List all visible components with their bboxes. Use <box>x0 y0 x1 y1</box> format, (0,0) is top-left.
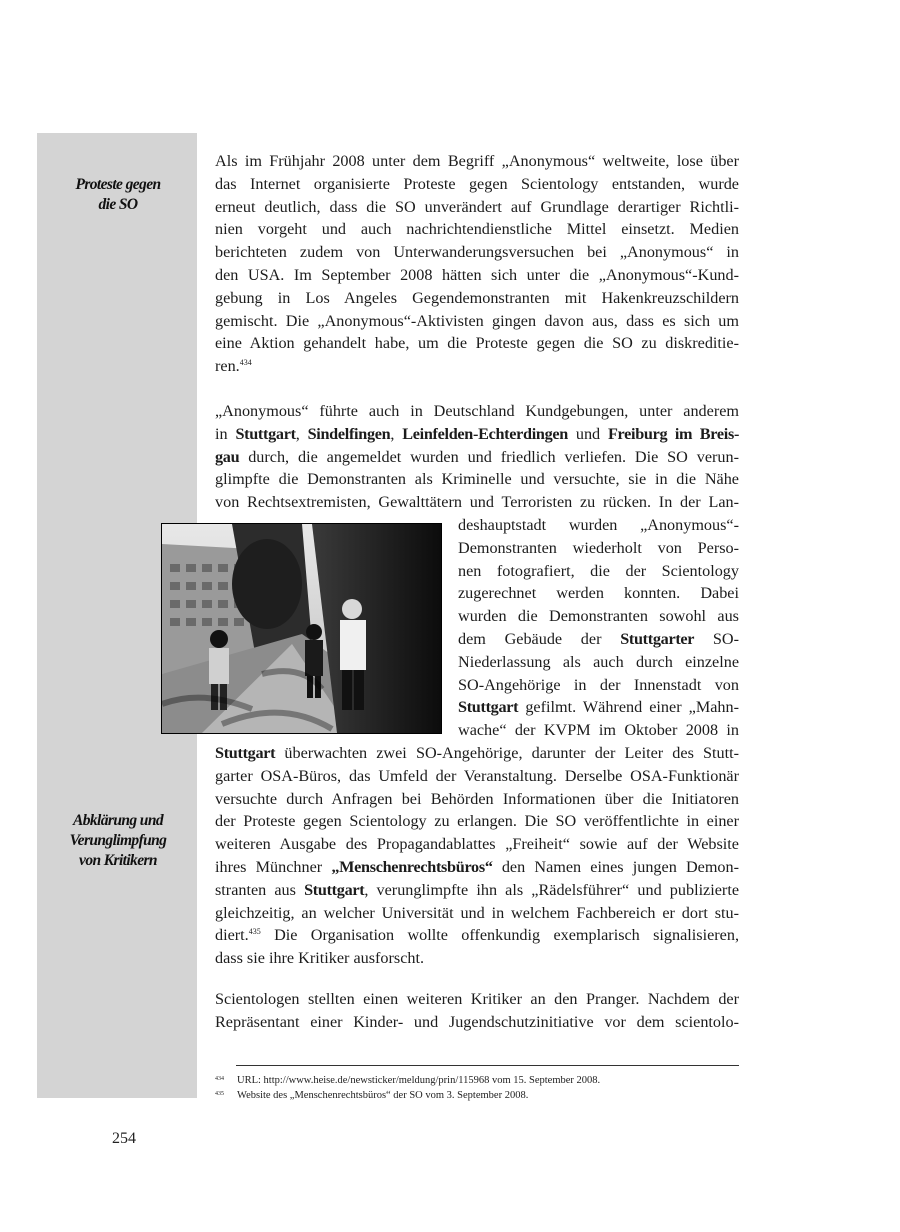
text-line <box>458 628 739 651</box>
text-line <box>215 856 739 879</box>
text-line <box>215 879 739 902</box>
text-line: Niederlassung als auch durch einzelne <box>458 652 739 671</box>
margin-heading-protests <box>48 175 188 215</box>
text-line: deshauptstadt wurden „Anonymous“- <box>458 516 739 534</box>
text-line <box>215 446 739 469</box>
text-line: versuchte durch Anfragen bei Behörden Informationen über die Initiatoren <box>215 789 739 808</box>
place-name: Freiburg im Breis- <box>607 424 740 443</box>
text-fragment: , verunglimpfte ihn als „Rädelsführer“ und publizierte <box>364 880 740 899</box>
demonstration-photo <box>161 523 442 734</box>
paragraph-germany-rallies-cont <box>215 742 739 970</box>
paragraph-germany-rallies <box>215 400 739 514</box>
text-line: garter OSA-Büros, das Umfeld der Veranstaltung. Derselbe OSA-Funktionär <box>215 766 739 785</box>
text-line: wurden die Demonstranten sowohl aus <box>458 607 739 626</box>
text-line: zugerechnet werden konnten. Dabei <box>458 584 739 603</box>
text-line: glimpfte die Demonstranten als Kriminelle und versuchte, sie in die Nähe <box>215 470 739 489</box>
paragraph-critics-pillory <box>215 988 739 1034</box>
paragraph-germany-rallies-wrap <box>458 514 739 742</box>
text-line: erneut deutlich, dass die SO unverändert auf Grundlage derartiger Richtli- <box>215 197 739 216</box>
text-fragment: dem Gebäude der <box>458 629 602 648</box>
paragraph-anonymous-protests <box>215 150 739 378</box>
text-line: nen fotografiert, die der Scientology <box>458 561 739 580</box>
text-line <box>215 924 739 947</box>
text-line <box>215 423 739 446</box>
footnote <box>215 1087 775 1103</box>
text-fragment: stranten aus <box>215 880 296 899</box>
place-name: Stuttgart <box>458 698 519 717</box>
footnote-divider <box>236 1065 739 1066</box>
footnote-ref: 434 <box>239 358 252 368</box>
text-line: gebung in Los Angeles Gegendemonstranten mit Hakenkreuzschildern <box>215 288 739 307</box>
text-line <box>215 742 739 765</box>
place-name: gau <box>215 447 240 466</box>
text-line: gemischt. Die „Anonymous“-Aktivisten gingen davon aus, dass es sich um <box>215 311 739 330</box>
text-line: Repräsentant einer Kinder- und Jugendschutzinitiative vor dem scientolo- <box>215 1012 739 1031</box>
text-fragment: , <box>390 424 395 443</box>
text-line: wache“ der KVPM im Oktober 2008 in <box>458 721 739 740</box>
text-line <box>215 355 739 378</box>
text-fragment: Die Organisation wollte offenkundig exemplarisch signalisieren, <box>260 926 739 945</box>
place-name: Sindelfingen <box>307 424 391 443</box>
text-fragment: ren. <box>215 357 240 376</box>
text-line: nien vorgeht und auch nachrichtendienstliche Mittel einsetzt. Medien <box>215 220 739 239</box>
footnote <box>215 1072 775 1088</box>
text-line: Als im Frühjahr 2008 unter dem Begriff „Anonymous“ weltweite, lose über <box>215 152 739 170</box>
text-fragment: in <box>215 424 228 443</box>
text-line <box>458 696 739 719</box>
page-number: 254 <box>112 1130 136 1147</box>
footnote-text: URL: http://www.heise.de/newsticker/meldung/prin/115968 vom 15. September 2008. <box>237 1075 601 1086</box>
text-line: „Anonymous“ führte auch in Deutschland Kundgebungen, unter anderem <box>215 402 739 420</box>
footnote-number: 435 <box>215 1091 224 1097</box>
text-fragment: den Namen eines jungen Demon- <box>501 857 740 876</box>
text-fragment: SO- <box>712 629 739 648</box>
photo-illustration <box>162 524 441 733</box>
text-fragment: , <box>295 424 300 443</box>
footnote-ref: 435 <box>248 927 261 937</box>
text-line: Demonstranten wiederholt von Perso- <box>458 538 739 557</box>
text-line: der Proteste gegen Scientology zu erlangen. Die SO veröffentlichte in einer <box>215 812 739 831</box>
margin-heading-line: Abklärung und <box>73 812 163 829</box>
text-fragment: gefilmt. Während einer „Mahn- <box>525 698 739 717</box>
place-name: Stuttgart <box>235 424 296 443</box>
place-name: Stuttgart <box>304 880 365 899</box>
text-fragment: ihres Münchner <box>215 857 323 876</box>
place-name: Stuttgarter <box>620 629 695 648</box>
text-line: den USA. Im September 2008 hätten sich unter die „Anonymous“-Kund- <box>215 265 739 284</box>
text-line: weiteren Ausgabe des Propagandablattes „Freiheit“ sowie auf der Website <box>215 835 739 854</box>
text-line: berichteten zudem von Unterwanderungsversuchen bei „Anonymous“ in <box>215 243 739 262</box>
text-line: von Rechtsextremisten, Gewalttätern und Terroristen zu rücken. In der Lan- <box>215 493 739 512</box>
place-name: Leinfelden-Echterdingen <box>402 424 568 443</box>
text-line: gleichzeitig, an welcher Universität und in welchem Fachbereich er dort stu- <box>215 903 739 922</box>
text-line: SO-Angehörige in der Innenstadt von <box>458 675 739 694</box>
margin-heading-critics <box>48 811 188 871</box>
text-line: dass sie ihre Kritiker ausforscht. <box>215 949 425 968</box>
margin-heading-line: die SO <box>98 196 138 213</box>
margin-heading-line: Verunglimpfung <box>69 832 167 849</box>
text-line: eine Aktion gehandelt habe, um die Proteste gegen die SO zu diskreditie- <box>215 334 739 353</box>
text-fragment: überwachten zwei SO-Angehörige, darunter der Leiter des Stutt- <box>284 744 739 762</box>
margin-heading-line: von Kritikern <box>79 852 157 869</box>
place-name: Stuttgart <box>215 744 276 762</box>
text-fragment: und <box>575 424 601 443</box>
footnote-number: 434 <box>215 1076 224 1082</box>
text-fragment: durch, die angemeldet wurden und friedlich verliefen. Die SO verun- <box>248 447 739 466</box>
text-line: das Internet organisierte Proteste gegen Scientology entstanden, wurde <box>215 174 739 193</box>
text-fragment: diert. <box>215 926 249 945</box>
footnote-text: Website des „Menschenrechtsbüros“ der SO vom 3. September 2008. <box>237 1090 529 1101</box>
margin-heading-line: Proteste gegen <box>75 176 161 193</box>
text-line: Scientologen stellten einen weiteren Kritiker an den Pranger. Nachdem der <box>215 990 739 1008</box>
org-name: „Menschenrechtsbüros“ <box>331 857 493 876</box>
